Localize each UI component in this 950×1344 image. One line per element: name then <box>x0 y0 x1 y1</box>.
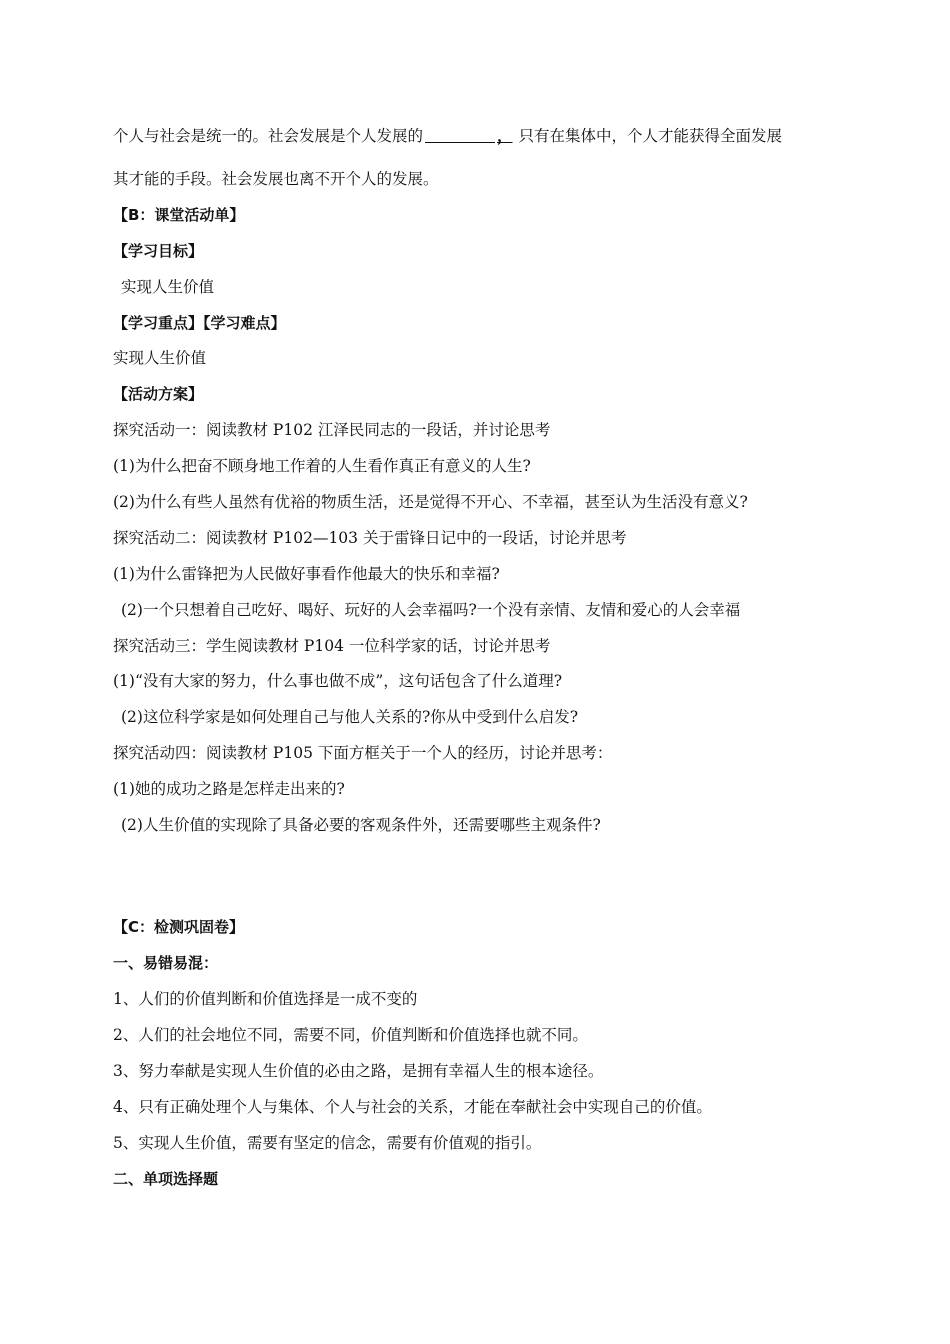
part1-heading: 一、易错易混： <box>113 954 219 972</box>
activity-line: (2)人生价值的实现除了具备必要的客观条件外，还需要哪些主观条件? <box>121 816 601 834</box>
activity-line: (1)她的成功之路是怎样走出来的? <box>113 780 345 798</box>
intro-line-1 <box>113 126 782 146</box>
activity-line: 探究活动二：阅读教材 P102—103 关于雷锋日记中的一段话，讨论并思考 <box>113 529 627 547</box>
fill-blank <box>425 126 495 143</box>
activity-line: (2)一个只想着自己吃好、喝好、玩好的人会幸福吗?一个没有亲情、友情和爱心的人会幸福 <box>121 601 741 619</box>
activity-line: (2)这位科学家是如何处理自己与他人关系的?你从中受到什么启发? <box>121 708 579 726</box>
activity-line: (1)为什么把奋不顾身地工作着的人生看作真正有意义的人生? <box>113 457 531 475</box>
section-b-title: 【B：课堂活动单】 <box>113 206 245 224</box>
focus-heading: 【学习重点】【学习难点】 <box>113 314 286 332</box>
intro-text-c: 只有在集体中，个人才能获得全面发展 <box>518 127 783 145</box>
intro-comma: ， <box>497 126 513 145</box>
activity-line: (1)“没有大家的努力，什么事也做不成”，这句话包含了什么道理? <box>113 672 563 690</box>
activity-line: (2)为什么有些人虽然有优裕的物质生活，还是觉得不开心、不幸福，甚至认为生活没有意义? <box>113 493 748 511</box>
goal-heading: 【学习目标】 <box>113 242 204 260</box>
list-item: 1、人们的价值判断和价值选择是一成不变的 <box>113 990 418 1008</box>
list-item: 2、人们的社会地位不同，需要不同，价值判断和价值选择也就不同。 <box>113 1026 588 1044</box>
section-c-title: 【C：检测巩固卷】 <box>113 918 245 936</box>
part2-heading: 二、单项选择题 <box>113 1170 219 1188</box>
plan-heading: 【活动方案】 <box>113 385 204 403</box>
goal-text: 实现人生价值 <box>121 278 215 296</box>
list-item: 3、努力奉献是实现人生价值的必由之路，是拥有幸福人生的根本途径。 <box>113 1062 604 1080</box>
focus-text: 实现人生价值 <box>113 349 207 367</box>
activity-line: 探究活动四：阅读教材 P105 下面方框关于一个人的经历，讨论并思考： <box>113 744 613 762</box>
list-item: 5、实现人生价值，需要有坚定的信念，需要有价值观的指引。 <box>113 1134 542 1152</box>
activity-line: 探究活动三：学生阅读教材 P104 一位科学家的话，讨论并思考 <box>113 637 551 655</box>
list-item: 4、只有正确处理个人与集体、个人与社会的关系，才能在奉献社会中实现自己的价值。 <box>113 1098 712 1116</box>
intro-line-2: 其才能的手段。社会发展也离不开个人的发展。 <box>113 170 439 188</box>
activity-line: (1)为什么雷锋把为人民做好事看作他最大的快乐和幸福? <box>113 565 500 583</box>
intro-text-a: 个人与社会是统一的。社会发展是个人发展的 <box>113 127 424 145</box>
activity-line: 探究活动一：阅读教材 P102 江泽民同志的一段话，并讨论思考 <box>113 421 551 439</box>
